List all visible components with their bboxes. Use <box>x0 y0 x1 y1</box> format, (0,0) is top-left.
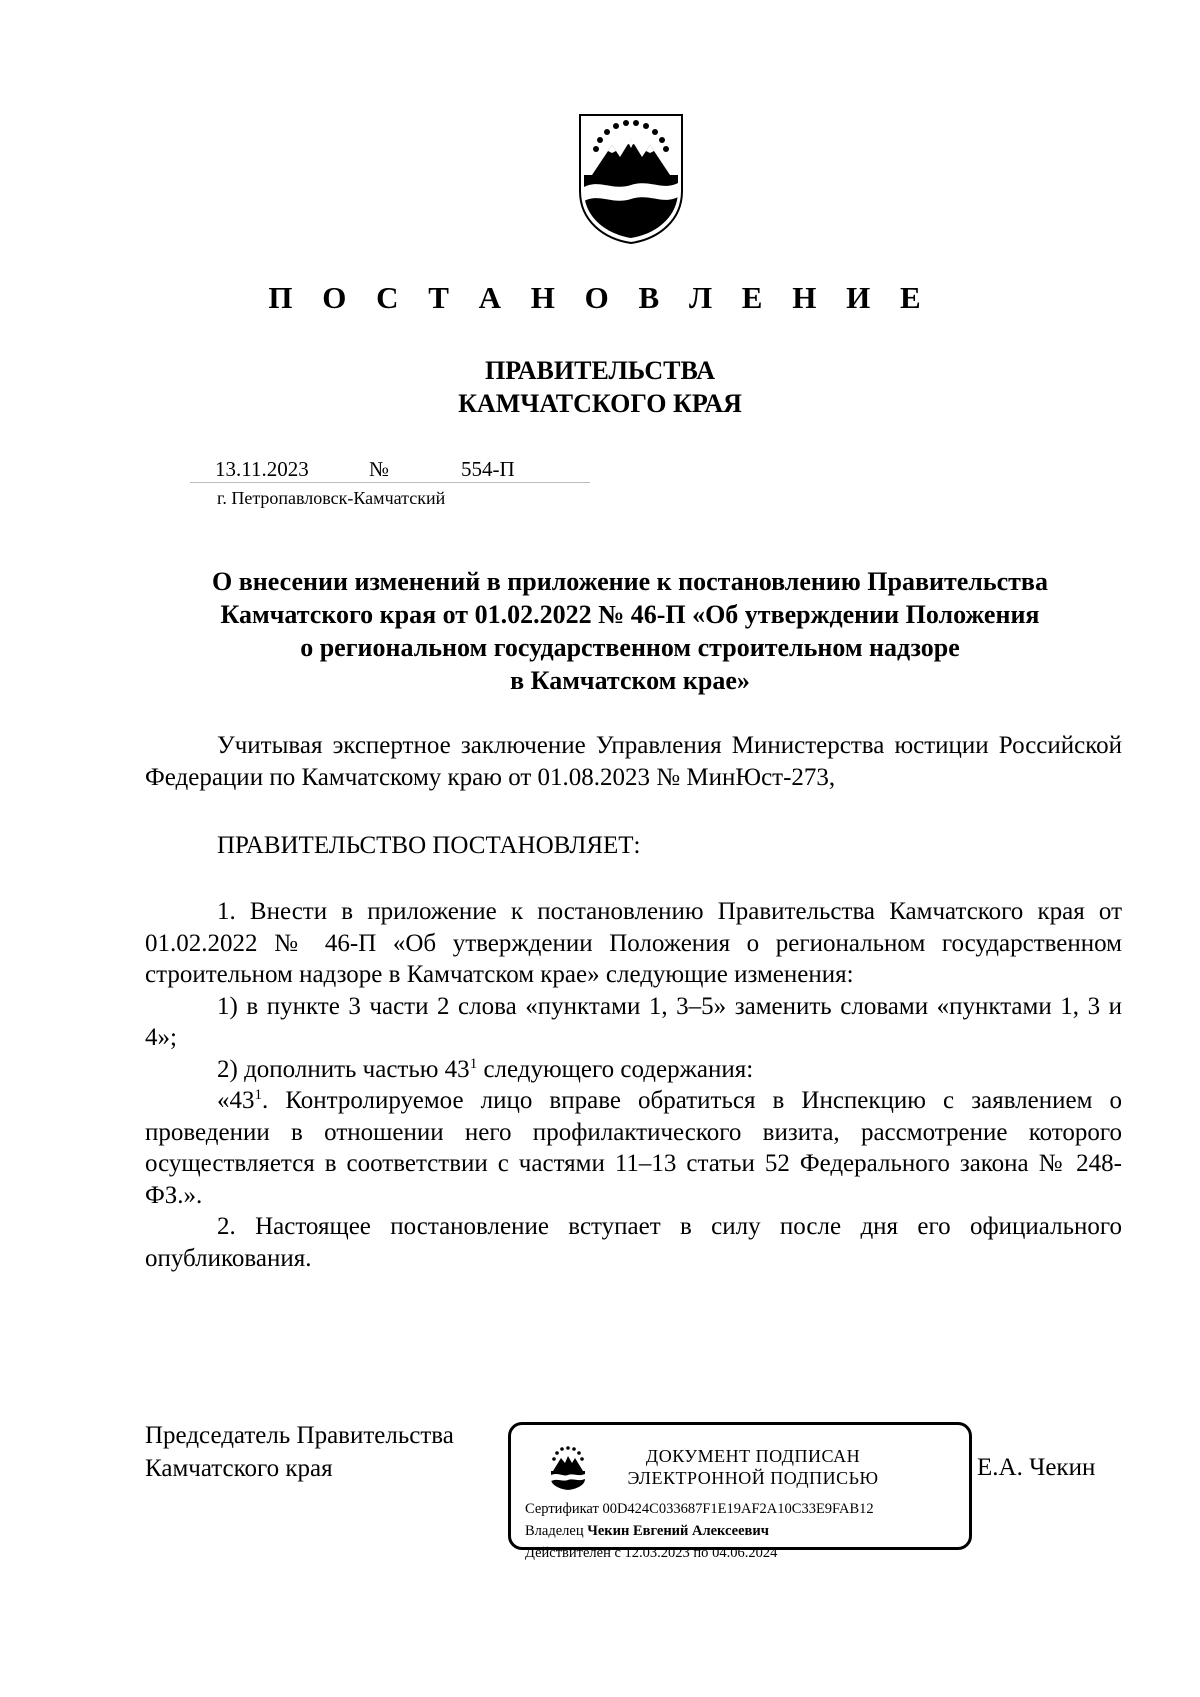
stamp-coat-of-arms-icon <box>547 1445 589 1491</box>
validity-label: Действителен с <box>525 1545 621 1561</box>
decree-heading <box>145 830 1122 862</box>
electronic-signature-stamp <box>508 1422 972 1561</box>
authority-line-2: КАМЧАТСКОГО КРАЯ <box>458 389 742 418</box>
item-1: 1. Внести в приложение к постановлению Правительства Камчатского края от 01.02.2022 № 46-П «Об утверждении Положения о региональном государственном строительном надзоре в Камчатском крае» следующие изменения: <box>145 898 1122 988</box>
number-sign: № <box>369 457 390 481</box>
signatory-title-line-1: Председатель Правительства <box>145 1422 454 1449</box>
stamp-certificate-row <box>525 1500 874 1518</box>
validity-from: 12.03.2023 <box>624 1545 690 1561</box>
decree-text: ПРАВИТЕЛЬСТВО ПОСТАНОВЛЯЕТ: <box>217 832 641 859</box>
stamp-owner-row <box>525 1522 769 1540</box>
preamble-text: Учитывая экспертное заключение Управления Министерства юстиции Российской Федерации по Камчатскому краю от 01.08.2023 № МинЮст-273, <box>145 732 1122 791</box>
decree-items <box>145 896 1122 1274</box>
signatory-name: Е.А. Чекин <box>977 1454 1096 1481</box>
validity-to: 04.06.2024 <box>712 1545 778 1561</box>
signatory-title <box>145 1419 454 1485</box>
quote-text-b: . Контролируемое лицо вправе обратиться в Инспекцию с заявлением о проведении в отношении него профилактического визита, рассмотрение которого осуществляется в соответствии с частями 11–13 статьи 52 Федерального закона № 248-ФЗ.». <box>145 1087 1122 1209</box>
item-1-2 <box>145 1054 1122 1086</box>
issuing-authority <box>0 354 1200 420</box>
item-2: 2. Настоящее постановление вступает в силу после дня его официального опубликования. <box>145 1213 1122 1272</box>
subject-line-4: в Камчатском крае» <box>510 666 750 695</box>
stamp-heading-line-1: ДОКУМЕНТ ПОДПИСАН <box>645 1446 861 1466</box>
document-type-title: П О С Т А Н О В Л Е Н И Е <box>268 280 932 315</box>
date-number-underline <box>190 482 590 483</box>
owner-label: Владелец <box>525 1523 584 1539</box>
document-subject <box>140 565 1120 697</box>
preamble <box>145 730 1122 793</box>
stamp-heading <box>603 1445 903 1489</box>
owner-value: Чекин Евгений Алексеевич <box>587 1523 769 1539</box>
document-date: 13.11.2023 <box>215 457 309 481</box>
document-city: г. Петропавловск-Камчатский <box>217 488 446 508</box>
subject-line-2: Камчатского края от 01.02.2022 № 46-П «Об утверждении Положения <box>220 600 1040 629</box>
document-number: 554-П <box>461 457 515 481</box>
item-1-2-text-b: следующего содержания: <box>477 1055 754 1083</box>
item-1-2-text-a: 2) дополнить частью 43 <box>217 1055 470 1083</box>
signatory-title-line-2: Камчатского края <box>145 1455 333 1482</box>
certificate-label: Сертификат <box>525 1501 599 1517</box>
certificate-value: 00D424C033687F1E19AF2A10C33E9FAB12 <box>602 1501 874 1517</box>
item-1-2-superscript: 1 <box>469 1055 478 1072</box>
coat-of-arms-icon <box>578 113 684 245</box>
subject-line-3: о региональном государственном строительном надзоре <box>300 633 960 662</box>
stamp-validity-row <box>525 1544 777 1562</box>
subject-line-1: О внесении изменений в приложение к постановлению Правительства <box>212 567 1048 596</box>
quote-superscript: 1 <box>254 1087 262 1103</box>
stamp-heading-line-2: ЭЛЕКТРОННОЙ ПОДПИСЬЮ <box>627 1468 879 1488</box>
quote-text-a: «43 <box>217 1087 255 1114</box>
item-1-2-quote <box>145 1085 1122 1211</box>
authority-line-1: ПРАВИТЕЛЬСТВА <box>485 356 715 385</box>
validity-to-label: по <box>693 1545 709 1561</box>
item-1-1: 1) в пункте 3 части 2 слова «пунктами 1, 3–5» заменить словами «пунктами 1, 3 и 4»; <box>145 992 1122 1051</box>
